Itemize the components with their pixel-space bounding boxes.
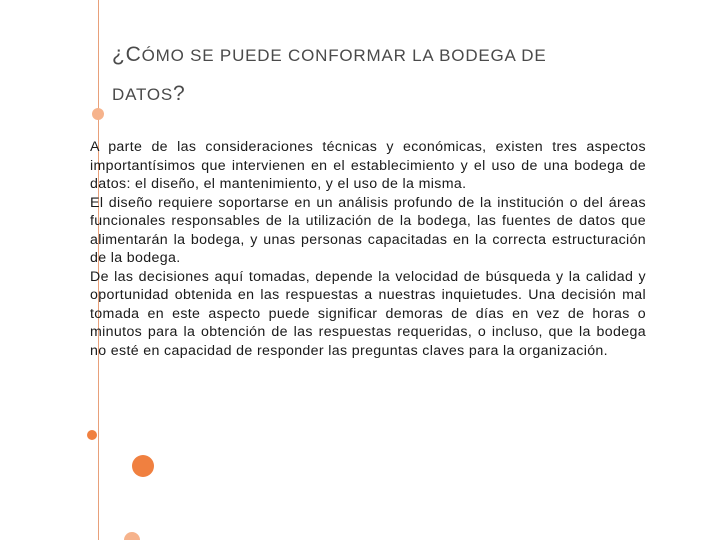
decorative-dot — [87, 430, 97, 440]
title-text: ÓMO SE PUEDE CONFORMAR LA BODEGA DE — [141, 46, 547, 65]
decorative-dot — [92, 108, 104, 120]
title-text-line2: DATOS — [112, 85, 173, 104]
paragraph: De las decisiones aquí tomadas, depende la velocidad de búsqueda y la calidad y oportunidad obtenida en las respuestas a nuestras inquietudes. Una decisión mal tomada en este aspecto puede significar demoras de días en vez de horas o minutos para la obtención de las respuestas requeridas, o incluso, que la bodega no esté en capacidad de responder las preguntas claves para la organización. — [90, 268, 646, 359]
decorative-dot — [124, 532, 140, 540]
paragraph: El diseño requiere soportarse en un análisis profundo de la institución o del áreas funcionales responsables de la utilización de la bodega, las fuentes de datos que alimentarán la bodega, y unas personas capacitadas en la correcta estructuración de la bodega. — [90, 194, 646, 266]
title-question-mark: ? — [173, 82, 186, 105]
slide-body — [90, 138, 646, 360]
slide-title — [112, 36, 672, 114]
decorative-dot — [132, 455, 154, 477]
paragraph: A parte de las consideraciones técnicas y económicas, existen tres aspectos importantísimos que intervienen en el establecimiento y el uso de una bodega de datos: el diseño, el mantenimiento, y el uso de la misma. — [90, 139, 646, 192]
title-initial: ¿C — [112, 43, 142, 66]
